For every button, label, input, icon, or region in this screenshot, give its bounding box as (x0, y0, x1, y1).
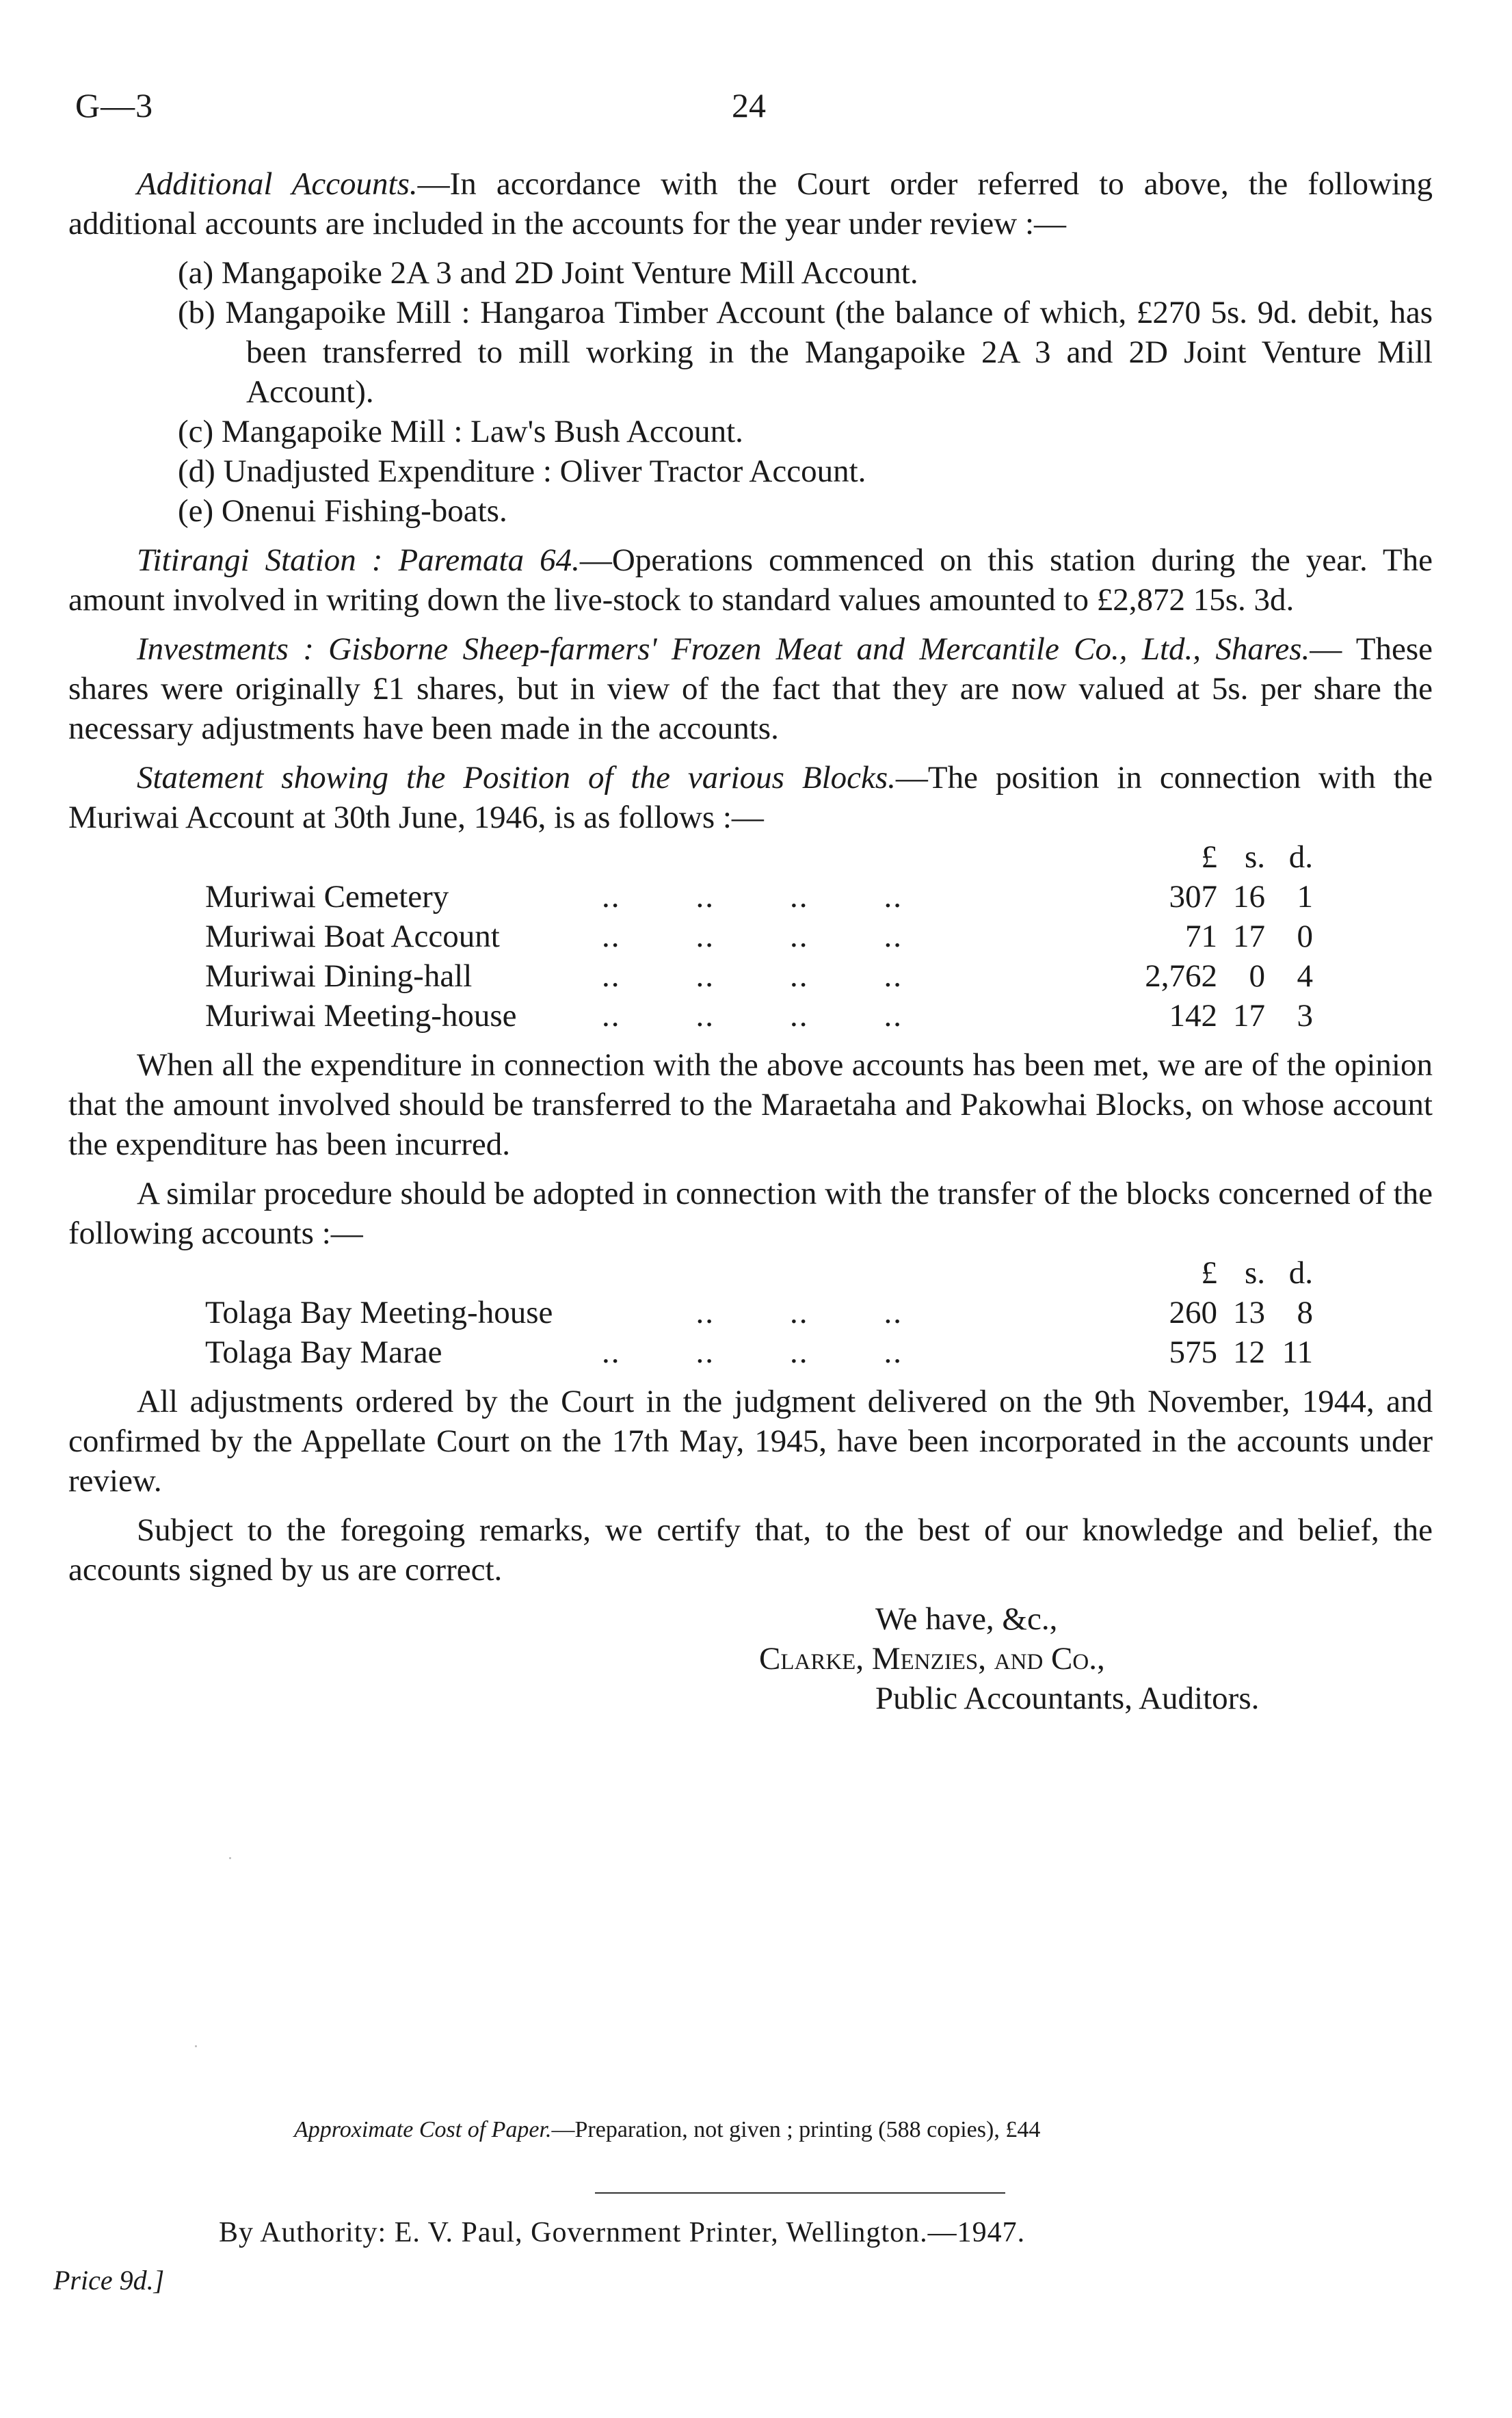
leader-dots: .. .. .. .. (602, 919, 903, 954)
pounds-header: £ (1201, 1255, 1217, 1291)
pence-header: d. (1288, 839, 1313, 875)
account-name: Muriwai Boat Account (205, 919, 500, 954)
shillings-value: 0 (1249, 958, 1265, 994)
pence-value: 8 (1297, 1295, 1313, 1330)
pence-value: 11 (1282, 1335, 1313, 1370)
paragraph-adjustments: All adjustments ordered by the Court in the judgment delivered on the 9th November, 1944, and confirmed by the Appellate Court on the 17th May, 1945, have been incorporated in the accounts under review. (68, 1384, 1433, 1499)
pounds-value: 307 (1169, 879, 1217, 915)
list-marker: (b) (178, 295, 215, 330)
list-marker: (e) (178, 493, 214, 529)
paragraph-certification: Subject to the foregoing remarks, we certify that, to the best of our knowledge and belief, the accounts signed by us are correct. (68, 1512, 1433, 1588)
paragraph-heading: Investments : Gisborne Sheep-farmers' Frozen Meat and Mercantile Co., Ltd., Shares. (137, 631, 1310, 667)
list-marker: (c) (178, 414, 214, 449)
list-item (68, 412, 1433, 451)
leader-dots: .. .. .. .. (602, 958, 903, 994)
list-marker: (a) (178, 255, 214, 291)
cost-of-paper-note (294, 2117, 1040, 2143)
pounds-value: 260 (1169, 1295, 1217, 1330)
cost-label: Approximate Cost of Paper. (294, 2117, 552, 2142)
paragraph-text: —Operations commenced on this station during the year. The amount involved in writing down the live-stock to standard values amounted to £2,872 15s. 3d. (68, 542, 1433, 618)
table-row (68, 877, 1433, 917)
list-marker: (d) (178, 454, 215, 489)
paragraph-similar: A similar procedure should be adopted in connection with the transfer of the blocks concerned of the following accounts :— (68, 1176, 1433, 1251)
pence-header: d. (1288, 1255, 1313, 1291)
table-header-row (68, 1253, 1433, 1293)
account-name: Muriwai Meeting-house (205, 998, 517, 1034)
tolaga-accounts-table (68, 1253, 1433, 1372)
print-speck (229, 1857, 231, 1859)
table-row (68, 1293, 1433, 1332)
paragraph-text: — These shares were originally £1 shares, but in view of the fact that they are now valued at 5s. per share the necessary adjustments have been made in the accounts. (68, 631, 1433, 746)
paragraph-heading: Statement showing the Position of the various Blocks. (137, 760, 896, 796)
shillings-value: 17 (1233, 919, 1265, 954)
list-item-text: Onenui Fishing-boats. (221, 493, 507, 529)
printer-authority: By Authority: E. V. Paul, Government Printer, Wellington.—1947. (219, 2217, 1026, 2248)
cost-text: —Preparation, not given ; printing (588 copies), £44 (551, 2117, 1041, 2142)
signature-title: Public Accountants, Auditors. (875, 1681, 1260, 1716)
list-item (68, 253, 1433, 293)
price-note: Price 9d.] (53, 2265, 165, 2296)
leader-dots: .. .. .. .. (602, 1335, 903, 1370)
signature-block (68, 1599, 1433, 1718)
pounds-value: 2,762 (1145, 958, 1217, 994)
account-name: Tolaga Bay Marae (205, 1335, 442, 1370)
paragraph-titirangi (68, 540, 1433, 620)
list-item-text: Mangapoike Mill : Hangaroa Timber Account (the balance of which, £270 5s. 9d. debit, has been transferred to mill working in the Mangapoike 2A 3 and 2D Joint Venture Mill Account). (225, 295, 1433, 410)
pounds-header: £ (1201, 839, 1217, 875)
table-header-row (68, 837, 1433, 877)
shillings-value: 16 (1233, 879, 1265, 915)
paragraph-text: —The position in connection with the Muriwai Account at 30th June, 1946, is as follows :— (68, 760, 1433, 835)
pence-value: 0 (1297, 919, 1313, 954)
paragraph-text: —In accordance with the Court order referred to above, the following additional accounts are included in the accounts for the year under review :— (68, 166, 1433, 241)
document-reference: G—3 (75, 86, 154, 124)
accounts-list (68, 253, 1433, 531)
account-name: Tolaga Bay Meeting-house (205, 1295, 553, 1330)
paragraph-when: When all the expenditure in connection with the above accounts has been met, we are of the opinion that the amount involved should be transferred to the Maraetaha and Pakowhai Blocks, on whose account the expenditure has been incurred. (68, 1047, 1433, 1162)
list-item-text: Mangapoike Mill : Law's Bush Account. (221, 414, 743, 449)
shillings-value: 17 (1233, 998, 1265, 1034)
shillings-header: s. (1244, 1255, 1265, 1291)
table-row (68, 956, 1433, 996)
list-item (68, 491, 1433, 531)
paragraph-investments (68, 629, 1433, 748)
leader-dots: .. .. .. (602, 1295, 903, 1330)
table-row (68, 996, 1433, 1036)
print-speck (195, 2045, 197, 2047)
paragraph-heading: Additional Accounts. (137, 166, 418, 202)
shillings-value: 12 (1233, 1335, 1265, 1370)
pence-value: 4 (1297, 958, 1313, 994)
footer-rule (595, 2192, 1005, 2194)
list-item (68, 293, 1433, 412)
page-number: 24 (732, 86, 766, 124)
muriwai-accounts-table (68, 837, 1433, 1036)
shillings-header: s. (1244, 839, 1265, 875)
pounds-value: 575 (1169, 1335, 1217, 1370)
account-name: Muriwai Cemetery (205, 879, 449, 915)
table-row (68, 1332, 1433, 1372)
pence-value: 1 (1297, 879, 1313, 915)
leader-dots: .. .. .. .. (602, 998, 903, 1034)
shillings-value: 13 (1233, 1295, 1265, 1330)
account-name: Muriwai Dining-hall (205, 958, 473, 994)
list-item-text: Mangapoike 2A 3 and 2D Joint Venture Mill Account. (221, 255, 918, 291)
signature-firm: Clarke, Menzies, and Co., (759, 1641, 1105, 1677)
signature-salutation: We have, &c., (875, 1601, 1058, 1637)
list-item-text: Unadjusted Expenditure : Oliver Tractor Account. (223, 454, 866, 489)
pounds-value: 142 (1169, 998, 1217, 1034)
pence-value: 3 (1297, 998, 1313, 1034)
leader-dots: .. .. .. .. (602, 879, 903, 915)
paragraph-additional-accounts (68, 164, 1433, 244)
paragraph-heading: Titirangi Station : Paremata 64. (137, 542, 580, 578)
body-text (68, 164, 1433, 1718)
paragraph-statement (68, 758, 1433, 837)
pounds-value: 71 (1185, 919, 1217, 954)
table-row (68, 917, 1433, 956)
list-item (68, 451, 1433, 491)
